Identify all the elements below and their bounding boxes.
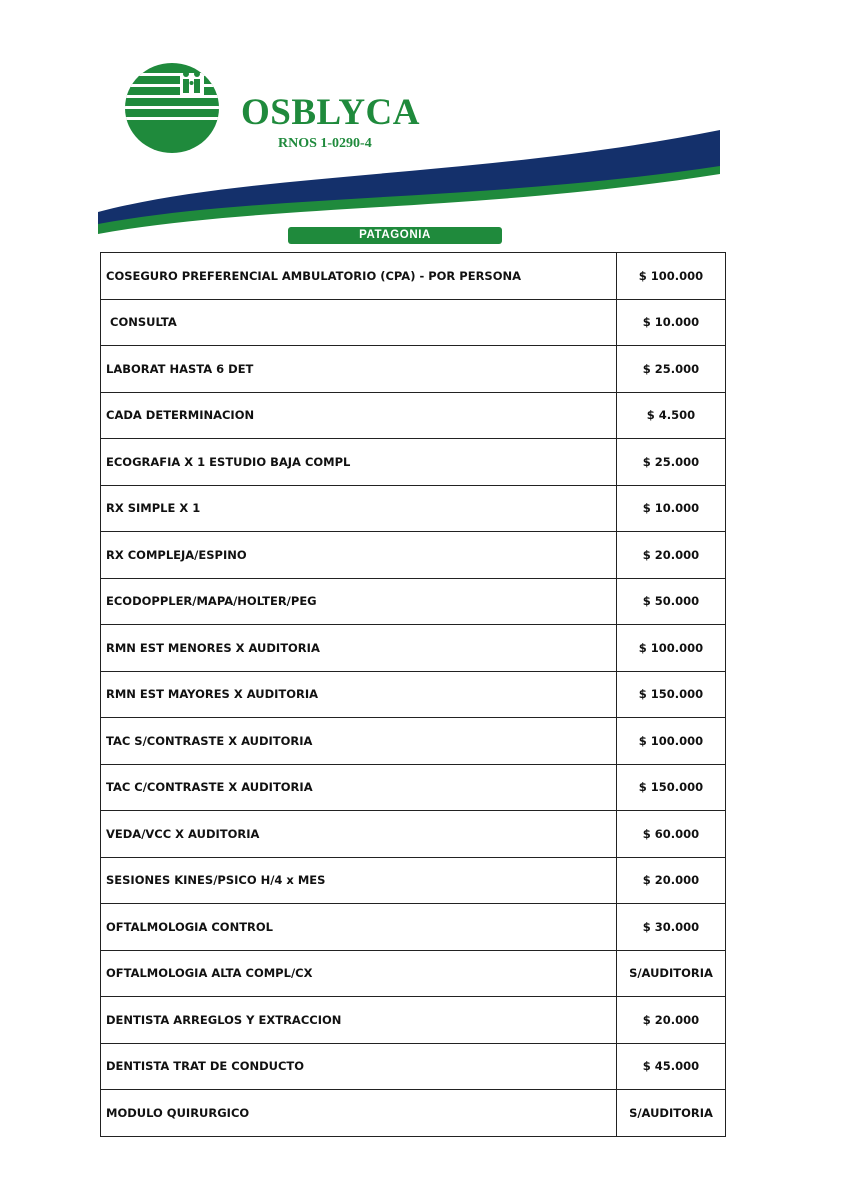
table-row: [101, 1043, 726, 1090]
item-description: OFTALMOLOGIA ALTA COMPL/CX: [101, 950, 617, 997]
item-description: TAC S/CONTRASTE X AUDITORIA: [101, 718, 617, 765]
table-row: [101, 346, 726, 393]
item-description: OFTALMOLOGIA CONTROL: [101, 904, 617, 951]
table-row: [101, 392, 726, 439]
brand-name: OSBLYCA: [241, 92, 420, 133]
item-price: $ 10.000: [617, 299, 726, 346]
item-price: $ 25.000: [617, 346, 726, 393]
item-price: $ 100.000: [617, 718, 726, 765]
item-description: ECOGRAFIA X 1 ESTUDIO BAJA COMPL: [101, 439, 617, 486]
item-price: S/AUDITORIA: [617, 1090, 726, 1137]
item-description: MODULO QUIRURGICO: [101, 1090, 617, 1137]
item-price: $ 50.000: [617, 578, 726, 625]
table-row: [101, 578, 726, 625]
header-swoosh: [0, 120, 848, 240]
table-row: [101, 532, 726, 579]
item-description: CONSULTA: [101, 299, 617, 346]
item-description: RMN EST MAYORES X AUDITORIA: [101, 671, 617, 718]
item-description: COSEGURO PREFERENCIAL AMBULATORIO (CPA) - POR PERSONA: [101, 253, 617, 300]
item-price: $ 20.000: [617, 857, 726, 904]
item-price: $ 30.000: [617, 904, 726, 951]
item-description: TAC C/CONTRASTE X AUDITORIA: [101, 764, 617, 811]
item-price: $ 45.000: [617, 1043, 726, 1090]
table-row: [101, 718, 726, 765]
item-price: $ 4.500: [617, 392, 726, 439]
table-row: [101, 904, 726, 951]
item-description: DENTISTA TRAT DE CONDUCTO: [101, 1043, 617, 1090]
item-description: CADA DETERMINACION: [101, 392, 617, 439]
item-price: $ 10.000: [617, 485, 726, 532]
item-price: $ 60.000: [617, 811, 726, 858]
item-price: $ 25.000: [617, 439, 726, 486]
table-row: [101, 950, 726, 997]
table-row: [101, 485, 726, 532]
table-row: [101, 625, 726, 672]
table-row: [101, 857, 726, 904]
price-table: [100, 252, 726, 1137]
table-row: [101, 997, 726, 1044]
region-label: PATAGONIA: [288, 227, 502, 244]
item-description: ECODOPPLER/MAPA/HOLTER/PEG: [101, 578, 617, 625]
item-description: RMN EST MENORES X AUDITORIA: [101, 625, 617, 672]
item-description: VEDA/VCC X AUDITORIA: [101, 811, 617, 858]
item-description: RX COMPLEJA/ESPINO: [101, 532, 617, 579]
item-price: $ 150.000: [617, 671, 726, 718]
table-row: [101, 253, 726, 300]
item-description: RX SIMPLE X 1: [101, 485, 617, 532]
table-row: [101, 811, 726, 858]
item-description: DENTISTA ARREGLOS Y EXTRACCION: [101, 997, 617, 1044]
table-row: [101, 1090, 726, 1137]
item-price: $ 20.000: [617, 532, 726, 579]
item-description: SESIONES KINES/PSICO H/4 x MES: [101, 857, 617, 904]
item-description: LABORAT HASTA 6 DET: [101, 346, 617, 393]
table-row: [101, 671, 726, 718]
item-price: $ 150.000: [617, 764, 726, 811]
table-row: [101, 299, 726, 346]
table-row: [101, 439, 726, 486]
item-price: S/AUDITORIA: [617, 950, 726, 997]
item-price: $ 100.000: [617, 625, 726, 672]
table-row: [101, 764, 726, 811]
item-price: $ 100.000: [617, 253, 726, 300]
rnos-number: RNOS 1-0290-4: [278, 136, 372, 151]
item-price: $ 20.000: [617, 997, 726, 1044]
